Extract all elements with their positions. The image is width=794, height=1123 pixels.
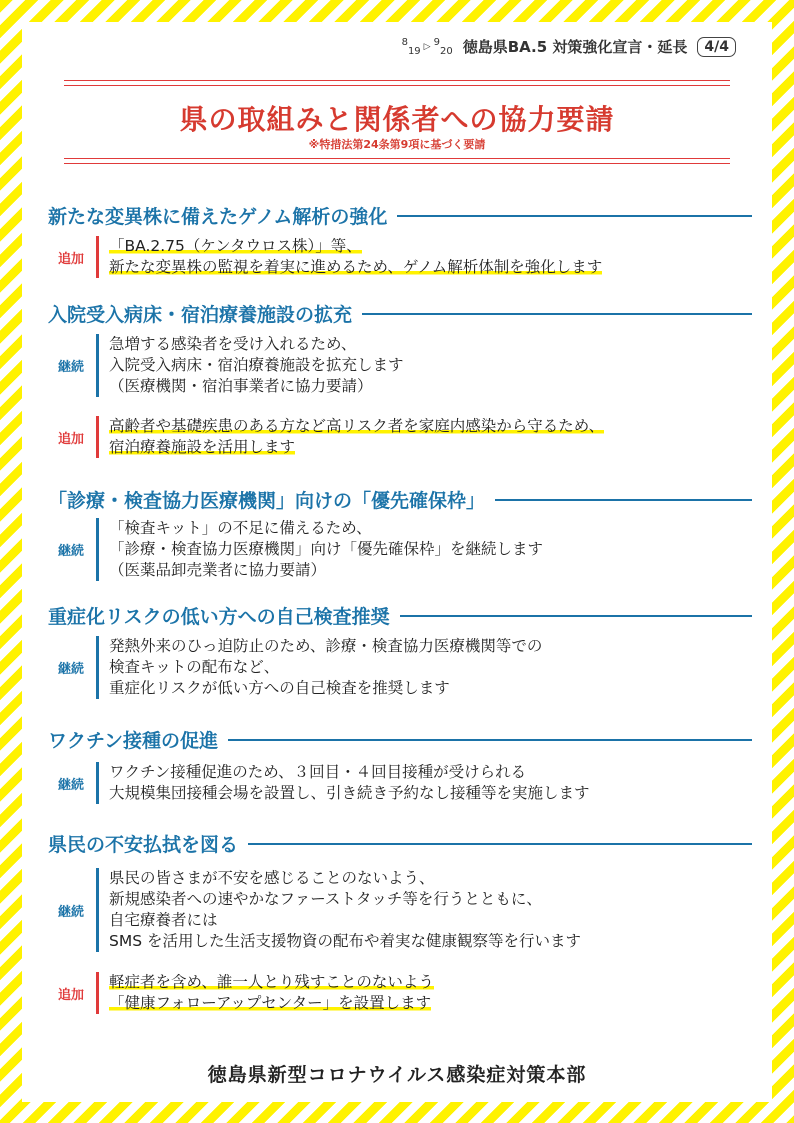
item-bar: [96, 762, 99, 804]
item-line: 新規感染者への速やかなファーストタッチ等を行うとともに、: [109, 890, 542, 908]
item-line: 検査キットの配布など、: [109, 658, 280, 676]
item-bar: [96, 636, 99, 699]
item-line: 新たな変異株の監視を着実に進めるため、ゲノム解析体制を強化します: [109, 258, 603, 276]
section-title: 重症化リスクの低い方への自己検査推奨: [48, 606, 390, 628]
page-subtitle: ※特措法第24条第9項に基づく要請: [308, 138, 486, 151]
declaration-label: 徳島県BA.5 対策強化宣言・延長: [462, 38, 688, 56]
status-tag: 追加: [57, 431, 84, 447]
status-tag: 追加: [57, 987, 84, 1003]
item-line: （医療機関・宿泊事業者に協力要請）: [109, 377, 373, 395]
section-title: 新たな変異株に備えたゲノム解析の強化: [48, 206, 388, 228]
section-rule: [248, 843, 752, 845]
item-line: 「診療・検査協力医療機関」向け「優先確保枠」を継続します: [109, 540, 544, 558]
footer-organization: 徳島県新型コロナウイルス感染症対策本部: [207, 1064, 587, 1086]
section-rule: [397, 215, 752, 217]
status-tag: 継続: [57, 662, 84, 677]
item-bar: [96, 334, 99, 397]
item-bar: [96, 416, 99, 458]
section-title: 入院受入病床・宿泊療養施設の拡充: [48, 304, 353, 326]
section-rule: [362, 313, 752, 315]
status-tag: 継続: [57, 904, 84, 920]
section-title: 県民の不安払拭を図る: [48, 834, 239, 856]
list-item: [50, 518, 752, 581]
section-rule: [400, 615, 752, 617]
item-bar: [96, 868, 99, 952]
page-panel: [22, 22, 772, 1102]
item-line: 宿泊療養施設を活用します: [109, 438, 296, 456]
status-tag: 継続: [57, 544, 84, 559]
page-badge: 4/4: [697, 37, 736, 57]
item-line: 入院受入病床・宿泊療養施設を拡充します: [109, 356, 404, 374]
section-heading: [48, 830, 752, 857]
item-line: 県民の皆さまが不安を感じることのないよう、: [109, 869, 435, 887]
item-line: SMS を活用した生活支援物資の配布や着実な健康観察等を行います: [109, 932, 581, 950]
item-line: 「健康フォローアップセンター」を設置します: [109, 994, 432, 1012]
item-line: 「検査キット」の不足に備えるため、: [109, 519, 372, 537]
list-item: [50, 636, 752, 699]
item-line: 「BA.2.75（ケンタウロス株）」等、: [109, 237, 362, 255]
start-day: 19: [407, 46, 421, 57]
status-tag: 継続: [57, 360, 84, 375]
list-item: [50, 236, 752, 278]
item-line: 軽症者を含め、誰一人とり残すことのないよう: [109, 973, 434, 991]
section-rule: [228, 739, 752, 741]
section-title: ワクチン接種の促進: [48, 730, 219, 752]
status-tag: 追加: [57, 251, 84, 267]
section-heading: [48, 726, 752, 753]
section-rule: [495, 499, 752, 501]
item-line: ワクチン接種促進のため、３回目・４回目接種が受けられる: [109, 763, 527, 781]
item-bar: [96, 236, 99, 278]
section-heading: [48, 486, 752, 513]
item-bar: [96, 972, 99, 1014]
section-heading: [48, 202, 752, 229]
item-bar: [96, 518, 99, 581]
header: [402, 36, 736, 57]
list-item: [50, 868, 752, 952]
list-item: [50, 334, 752, 397]
page-title: 県の取組みと関係者への協力要請: [179, 103, 615, 136]
status-tag: 継続: [57, 777, 84, 793]
list-item: [50, 416, 752, 458]
arrow-icon: ▷: [423, 42, 431, 52]
list-item: [50, 762, 752, 804]
title-rule-top: [64, 80, 730, 86]
item-line: 重症化リスクが低い方への自己検査を推奨します: [109, 679, 450, 697]
item-line: （医薬品卸売業者に協力要請）: [109, 561, 327, 579]
item-line: 自宅療養者には: [109, 911, 218, 929]
section-heading: [48, 300, 752, 327]
start-month: 8: [401, 37, 408, 48]
date-range: [401, 37, 453, 57]
section-heading: [48, 602, 752, 629]
end-day: 20: [439, 46, 453, 57]
item-line: 大規模集団接種会場を設置し、引き続き予約なし接種等を実施します: [109, 784, 590, 802]
section-title: 「診療・検査協力医療機関」向けの「優先確保枠」: [48, 490, 486, 512]
item-line: 発熱外来のひっ迫防止のため、診療・検査協力医療機関等での: [109, 637, 543, 655]
end-month: 9: [433, 37, 440, 48]
item-line: 高齢者や基礎疾患のある方など高リスク者を家庭内感染から守るため、: [109, 417, 605, 435]
title-rule-bottom: [64, 158, 730, 164]
list-item: [50, 972, 752, 1014]
item-line: 急増する感染者を受け入れるため、: [109, 335, 357, 353]
